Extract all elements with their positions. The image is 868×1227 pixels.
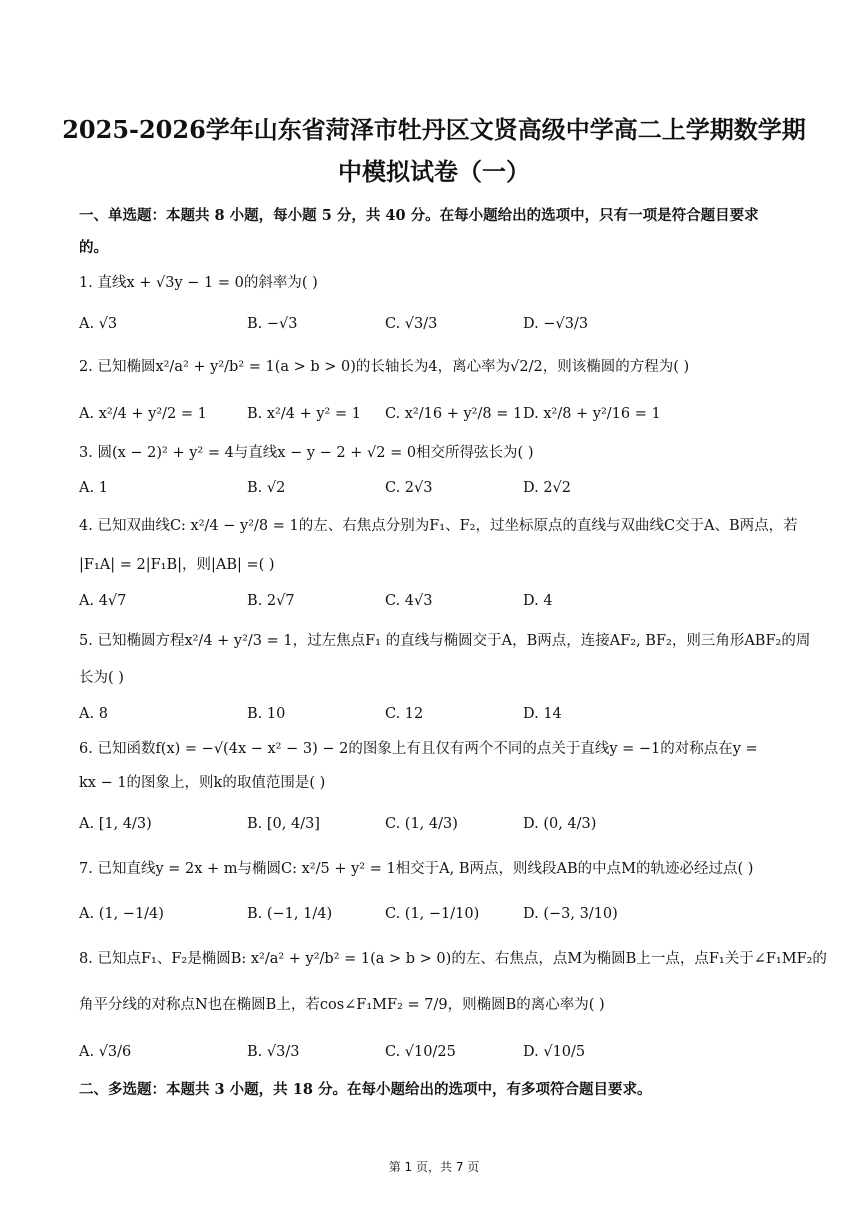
option-d: D. √10/5 <box>523 1044 586 1060</box>
option-c: C. √3/3 <box>385 316 438 332</box>
option-a: A. √3/6 <box>79 1044 132 1060</box>
question-8: 8. 已知点F₁、F₂是椭圆B: x²/a² + y²/b² = 1(a > b > 0)的左、右焦点，点M为椭圆B上一点，点F₁关于∠F₁MF₂的 <box>79 951 827 967</box>
option-a: A. 8 <box>79 706 108 722</box>
question-8-continued: 角平分线的对称点N也在椭圆B上，若cos∠F₁MF₂ = 7/9，则椭圆B的离心率为( ) <box>79 997 605 1013</box>
option-a: A. 1 <box>79 480 108 496</box>
option-c: C. x²/16 + y²/8 = 1 <box>385 406 523 422</box>
option-c: C. 4√3 <box>385 593 433 609</box>
option-c: C. (1, 4/3) <box>385 816 458 832</box>
option-a: A. 4√7 <box>79 593 127 609</box>
option-b: B. x²/4 + y² = 1 <box>247 406 361 422</box>
question-2: 2. 已知椭圆x²/a² + y²/b² = 1(a > b > 0)的长轴长为4，离心率为√2/2，则该椭圆的方程为( ) <box>79 359 690 375</box>
question-6: 6. 已知函数f(x) = −√(4x − x² − 3) − 2的图象上有且仅有两个不同的点关于直线y = −1的对称点在y = <box>79 741 758 757</box>
option-c: C. 2√3 <box>385 480 433 496</box>
question-3: 3. 圆(x − 2)² + y² = 4与直线x − y − 2 + √2 = 0相交所得弦长为( ) <box>79 445 534 461</box>
option-c: C. 12 <box>385 706 424 722</box>
question-4: 4. 已知双曲线C: x²/4 − y²/8 = 1的左、右焦点分别为F₁、F₂，过坐标原点的直线与双曲线C交于A、B两点，若 <box>79 518 798 534</box>
section-heading-single-choice: 一、单选题：本题共 8 小题，每小题 5 分，共 40 分。在每小题给出的选项中，只有一项是符合题目要求 <box>79 207 759 224</box>
page-title: 2025-2026学年山东省菏泽市牡丹区文贤高级中学高二上学期数学期 <box>62 115 806 144</box>
option-b: B. √3/3 <box>247 1044 300 1060</box>
question-6-continued: kx − 1的图象上，则k的取值范围是( ) <box>79 775 326 791</box>
option-a: A. (1, −1/4) <box>79 906 164 922</box>
option-b: B. [0, 4/3] <box>247 816 320 832</box>
option-a: A. x²/4 + y²/2 = 1 <box>79 406 207 422</box>
page-title-continued: 中模拟试卷（一） <box>338 157 530 186</box>
question-4-continued: |F₁A| = 2|F₁B|，则|AB| =( ) <box>79 557 275 573</box>
option-c: C. (1, −1/10) <box>385 906 480 922</box>
section-heading-single-choice-continued: 的。 <box>79 239 108 256</box>
page-footer: 第 1 页，共 7 页 <box>388 1160 480 1174</box>
question-7: 7. 已知直线y = 2x + m与椭圆C: x²/5 + y² = 1相交于A, B两点，则线段AB的中点M的轨迹必经过点( ) <box>79 861 754 877</box>
option-b: B. 10 <box>247 706 286 722</box>
option-d: D. 2√2 <box>523 480 572 496</box>
question-5-continued: 长为( ) <box>79 670 124 686</box>
option-d: D. 4 <box>523 593 553 609</box>
question-1: 1. 直线x + √3y − 1 = 0的斜率为( ) <box>79 275 318 291</box>
option-b: B. −√3 <box>247 316 298 332</box>
option-d: D. (0, 4/3) <box>523 816 597 832</box>
option-d: D. (−3, 3/10) <box>523 906 618 922</box>
option-b: B. 2√7 <box>247 593 295 609</box>
option-d: D. 14 <box>523 706 562 722</box>
option-c: C. √10/25 <box>385 1044 456 1060</box>
question-5: 5. 已知椭圆方程x²/4 + y²/3 = 1，过左焦点F₁ 的直线与椭圆交于A，B两点，连接AF₂, BF₂，则三角形ABF₂的周 <box>79 633 811 649</box>
option-d: D. x²/8 + y²/16 = 1 <box>523 406 661 422</box>
option-b: B. √2 <box>247 480 286 496</box>
option-d: D. −√3/3 <box>523 316 589 332</box>
section-heading-multiple-choice: 二、多选题：本题共 3 小题，共 18 分。在每小题给出的选项中，有多项符合题目要求。 <box>79 1081 652 1098</box>
option-a: A. √3 <box>79 316 118 332</box>
option-b: B. (−1, 1/4) <box>247 906 333 922</box>
option-a: A. [1, 4/3) <box>79 816 152 832</box>
